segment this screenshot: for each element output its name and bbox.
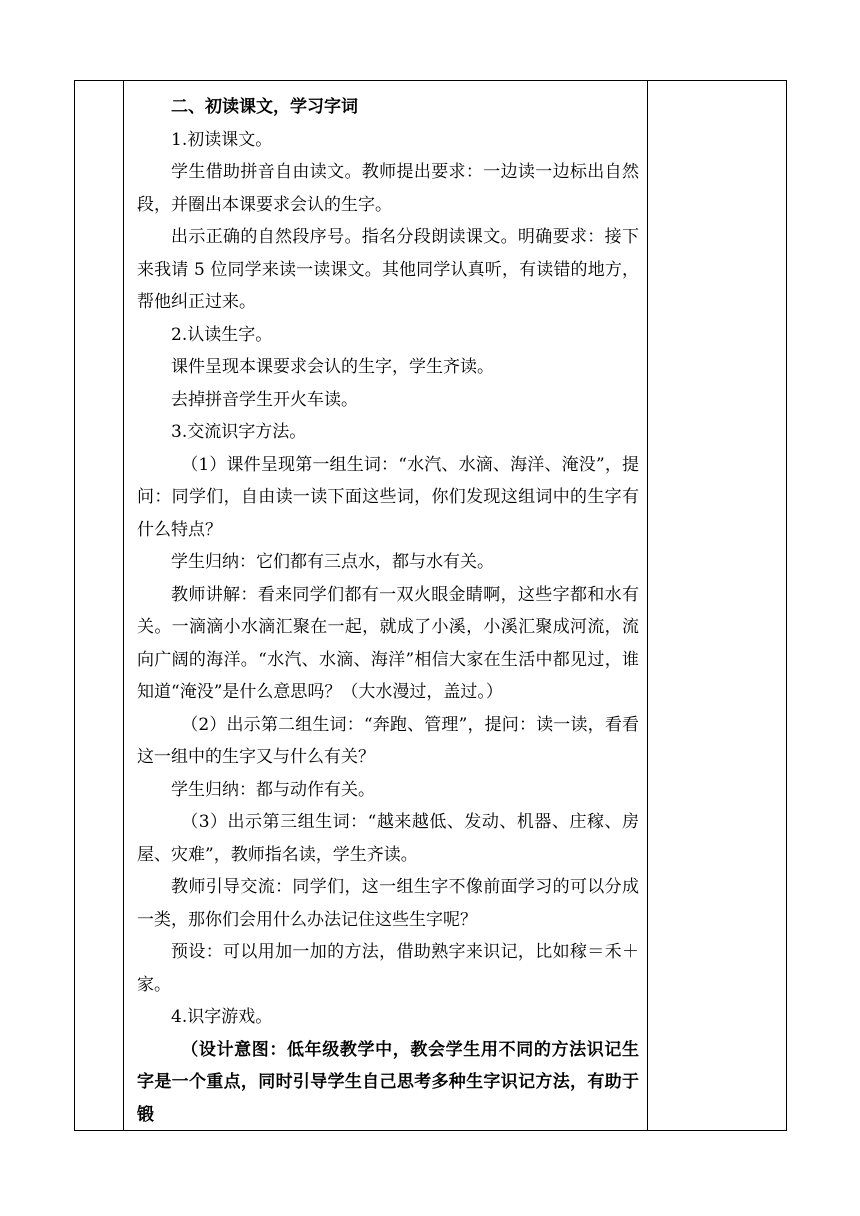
paragraph: 去掉拼音学生开火车读。 bbox=[171, 389, 358, 410]
paragraph: 预设：可以用加一加的方法，借助熟字来识记，比如稼＝禾＋家。 bbox=[137, 942, 639, 995]
paragraph: 1.初读课文。 bbox=[171, 129, 273, 150]
paragraph: 3.交流识字方法。 bbox=[171, 422, 307, 442]
paragraph: 教师讲解：看来同学们都有一双火眼金睛啊，这些字都和水有关。一滴滴小水滴汇聚在一起，就成了小溪，小溪汇聚成河流，流向广阔的海洋。“水汽、水滴、海洋”相信大家在生活中都见过，谁知道“淹没”是什么意思吗？（大水漫过，盖过。） bbox=[137, 584, 639, 702]
paragraph: 学生归纳：它们都有三点水，都与水有关。 bbox=[171, 552, 494, 572]
paragraph: 课件呈现本课要求会认的生字，学生齐读。 bbox=[171, 357, 494, 377]
column-divider-left bbox=[123, 81, 124, 1130]
paragraph: 出示正确的自然段序号。指名分段朗读课文。明确要求：接下来我请 5 位同学来读一读课文。其他同学认真听，有读错的地方，帮他纠正过来。 bbox=[137, 227, 639, 312]
teaching-process-cell bbox=[125, 81, 649, 1131]
paragraph: 学生归纳：都与动作有关。 bbox=[171, 779, 375, 800]
lesson-plan-table bbox=[74, 80, 787, 1131]
paragraph: 4.识字游戏。 bbox=[171, 1007, 273, 1027]
design-intent-paragraph: （设计意图：低年级教学中，教会学生用不同的方法识记生字是一个重点，同时引导学生自己思考多种生字识记方法，有助于锻 bbox=[137, 1039, 639, 1125]
paragraph: （3）出示第三组生词：“越来越低、发动、机器、庄稼、房屋、灾难”，教师指名读，学生齐读。 bbox=[137, 812, 639, 865]
paragraph: 教师引导交流：同学们，这一组生字不像前面学习的可以分成一类，那你们会用什么办法记住这些生字呢？ bbox=[137, 877, 639, 930]
paragraph: （2）出示第二组生词：“奔跑、管理”，提问：读一读，看看这一组中的生字又与什么有关？ bbox=[137, 714, 639, 767]
section-title: 二、初读课文，学习字词 bbox=[171, 97, 358, 117]
paragraph: 学生借助拼音自由读文。教师提出要求：一边读一边标出自然段，并圈出本课要求会认的生字。 bbox=[137, 162, 639, 215]
paragraph: 2.认读生字。 bbox=[171, 324, 273, 345]
paragraph: （1）课件呈现第一组生词：“水汽、水滴、海洋、淹没”，提问：同学们，自由读一读下面这些词，你们发现这组词中的生字有什么特点？ bbox=[137, 454, 639, 540]
